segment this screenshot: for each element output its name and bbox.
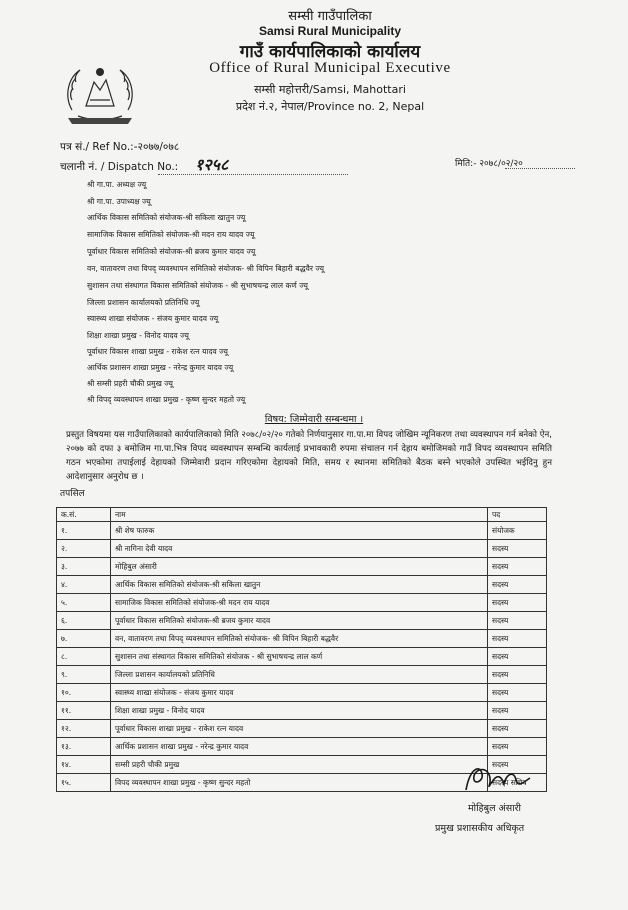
recipient: श्री विपद् व्यवस्थापन शाखा प्रमुख - कृष्ण सुन्दर महतो ज्यू bbox=[87, 395, 246, 404]
recipient: पूर्वाधार विकास समितिको संयोजक-श्री ब्रजय कुमार यादव ज्यू bbox=[87, 247, 256, 256]
subject-line bbox=[0, 412, 628, 425]
recipient: श्री सम्सी प्रहरी चौकी प्रमुख ज्यू bbox=[87, 379, 173, 388]
row-sn: ४. bbox=[57, 576, 111, 594]
row-post: संयोजक bbox=[488, 522, 547, 540]
date-dotted-line bbox=[505, 168, 575, 169]
subject-text: विषय: जिम्मेवारी सम्बन्धमा । bbox=[264, 414, 364, 425]
row-post: सदस्य bbox=[488, 738, 547, 756]
row-name: वन, वातावरण तथा विपद् व्यवस्थापन समितिको संयोजक- श्री विपिन बिहारी बद्धवैर bbox=[111, 630, 488, 648]
row-sn: ३. bbox=[57, 558, 111, 576]
row-post: सदस्य bbox=[488, 540, 547, 558]
row-post: सदस्य bbox=[488, 702, 547, 720]
row-post: सदस्य bbox=[488, 666, 547, 684]
row-post: सदस्य bbox=[488, 576, 547, 594]
tapsil-label: तपसिल bbox=[60, 489, 85, 499]
recipient: वन, वातावरण तथा विपद् व्यवस्थापन समितिको संयोजक- श्री विपिन बिहारी बद्धवैर ज्यू bbox=[87, 264, 325, 273]
table-row bbox=[57, 594, 547, 612]
signatory-title: प्रमुख प्रशासकीय अधिकृत bbox=[435, 823, 525, 834]
table-row bbox=[57, 720, 547, 738]
recipient: श्री गा.पा. अध्यक्ष ज्यू bbox=[87, 180, 147, 189]
letterhead-line4: Office of Rural Municipal Executive bbox=[209, 60, 451, 76]
row-sn: ८. bbox=[57, 648, 111, 666]
recipient: आर्थिक विकास समितिको संयोजक-श्री सकिला खातुन ज्यू bbox=[87, 213, 246, 222]
row-name: सुशासन तथा संस्थागत विकास समितिको संयोजक - श्री सुभाषचन्द्र लाल कर्ण bbox=[111, 648, 488, 666]
table-row bbox=[57, 684, 547, 702]
table-row bbox=[57, 540, 547, 558]
recipient: स्वास्थ्य शाखा संयोजक - संजय कुमार यादव ज्यू bbox=[87, 314, 219, 323]
row-post: सदस्य bbox=[488, 720, 547, 738]
committee-table bbox=[56, 507, 547, 792]
row-name: स्वास्थ्य शाखा संयोजक - संजय कुमार यादव bbox=[111, 684, 488, 702]
recipient: आर्थिक प्रशासन शाखा प्रमुख - नरेन्द्र कुमार यादव ज्यू bbox=[87, 363, 234, 372]
table-row bbox=[57, 522, 547, 540]
recipient: पूर्वाधार विकास शाखा प्रमुख - राकेश रत्न यादव ज्यू bbox=[87, 347, 228, 356]
dispatch-label: चलानी नं. / Dispatch No.: bbox=[60, 161, 179, 173]
dispatch-number: १२५८ bbox=[195, 155, 229, 174]
row-name: विपद व्यवस्थापन शाखा प्रमुख - कृष्ण सुन्दर महतो bbox=[111, 774, 488, 792]
letterhead-line1: सम्सी गाउँपालिका bbox=[288, 9, 372, 24]
row-post: सदस्य bbox=[488, 756, 547, 774]
col-header-name: नाम bbox=[111, 508, 488, 522]
col-header-sn: क.सं. bbox=[57, 508, 111, 522]
table-row bbox=[57, 612, 547, 630]
row-sn: १०. bbox=[57, 684, 111, 702]
letterhead-line5: सम्सी महोत्तरी/Samsi, Mahottari bbox=[254, 83, 406, 96]
row-name: जिल्ला प्रशासन कार्यालयको प्रतिनिधि bbox=[111, 666, 488, 684]
row-sn: १४. bbox=[57, 756, 111, 774]
letter-body: प्रस्तुत विषयमा यस गाउँपालिकाको कार्यपालिकाको मिति २०७८/०२/२० गतेको निर्णयानुसार गा.पा.मा विपद जोखिम न्यूनिकरण तथा व्यवस्थापन गर्न बनेको ऐन, २०७७ को दफा ३ बमोजिम गा.पा.भित्र विपद व्यवस्थापन सम्बन्धि कार्यलाई प्रभावकारी रुपमा संचालन गर्न देहाय बमोजिमको गाउँ विपद व्यवस्थापन समिति गठन भएकोमा तपाईलाई देहायको जिम्मेवारी प्रदान गरिएकोमा देहायको मिति, समय र स्थानमा समितिको बैठक बस्ने भएकोले उपस्थित भईदिनु हुन आदेशानुसार अनुरोध छ । bbox=[66, 430, 552, 482]
row-sn: ६. bbox=[57, 612, 111, 630]
table-row bbox=[57, 558, 547, 576]
row-sn: १३. bbox=[57, 738, 111, 756]
row-post: सदस्य bbox=[488, 648, 547, 666]
row-name: सम्सी प्रहरी चौकी प्रमुख bbox=[111, 756, 488, 774]
nepal-emblem-icon bbox=[58, 60, 142, 130]
signatory-name: मोहिबुल अंसारी bbox=[468, 803, 522, 814]
row-sn: १२. bbox=[57, 720, 111, 738]
table-row bbox=[57, 738, 547, 756]
dispatch-dotted-line bbox=[158, 174, 348, 175]
table-row bbox=[57, 576, 547, 594]
recipient: सामाजिक विकास समितिको संयोजक-श्री मदन राय यादव ज्यू bbox=[87, 230, 255, 239]
row-name: पूर्वाधार विकास समितिको संयोजक-श्री ब्रजय कुमार यादव bbox=[111, 612, 488, 630]
row-post: सदस्य bbox=[488, 612, 547, 630]
row-post: सदस्य bbox=[488, 630, 547, 648]
table-row bbox=[57, 630, 547, 648]
row-post: सदस्य bbox=[488, 558, 547, 576]
row-name: श्री नागिना देवी यादव bbox=[111, 540, 488, 558]
row-sn: ११. bbox=[57, 702, 111, 720]
row-name: मोहिबुल अंसारी bbox=[111, 558, 488, 576]
letter-date: मिति:- २०७८/०२/२० bbox=[455, 159, 523, 169]
col-header-post: पद bbox=[488, 508, 547, 522]
letterhead-line6: प्रदेश नं.२, नेपाल/Province no. 2, Nepal bbox=[235, 100, 425, 113]
row-sn: १. bbox=[57, 522, 111, 540]
row-name: सामाजिक विकास समितिको संयोजक-श्री मदन राय यादव bbox=[111, 594, 488, 612]
table-row bbox=[57, 648, 547, 666]
letterhead-line2: Samsi Rural Municipality bbox=[258, 24, 402, 38]
row-sn: १५. bbox=[57, 774, 111, 792]
row-post: सदस्य सचिव bbox=[488, 774, 547, 792]
recipient: सुशासन तथा संस्थागत विकास समितिको संयोजक - श्री सुभाषचन्द्र लाल कर्ण ज्यू bbox=[87, 281, 308, 290]
row-sn: ९. bbox=[57, 666, 111, 684]
row-name: आर्थिक विकास समितिको संयोजक-श्री सकिला खातुन bbox=[111, 576, 488, 594]
row-sn: ५. bbox=[57, 594, 111, 612]
table-row bbox=[57, 702, 547, 720]
table-header-row bbox=[57, 508, 547, 522]
row-sn: ७. bbox=[57, 630, 111, 648]
row-sn: २. bbox=[57, 540, 111, 558]
row-post: सदस्य bbox=[488, 594, 547, 612]
recipient: जिल्ला प्रशासन कार्यालयको प्रतिनिधि ज्यू bbox=[87, 298, 200, 307]
row-post: सदस्य bbox=[488, 684, 547, 702]
row-name: आर्थिक प्रशासन शाखा प्रमुख - नरेन्द्र कुमार यादव bbox=[111, 738, 488, 756]
row-name: शिक्षा शाखा प्रमुख - विनोद यादव bbox=[111, 702, 488, 720]
row-name: श्री शेष फारुक bbox=[111, 522, 488, 540]
signature-mark-icon bbox=[458, 760, 538, 800]
recipient: श्री गा.पा. उपाध्यक्ष ज्यू bbox=[87, 197, 151, 206]
table-row bbox=[57, 666, 547, 684]
row-name: पूर्वाधार विकास शाखा प्रमुख - राकेश रत्न यादव bbox=[111, 720, 488, 738]
recipient: शिक्षा शाखा प्रमुख - विनोद यादव ज्यू bbox=[87, 331, 189, 340]
ref-number: पत्र सं./ Ref No.:-२०७७/०७८ bbox=[60, 141, 180, 153]
letterhead-line3: गाउँ कार्यपालिकाको कार्यालय bbox=[239, 42, 421, 62]
